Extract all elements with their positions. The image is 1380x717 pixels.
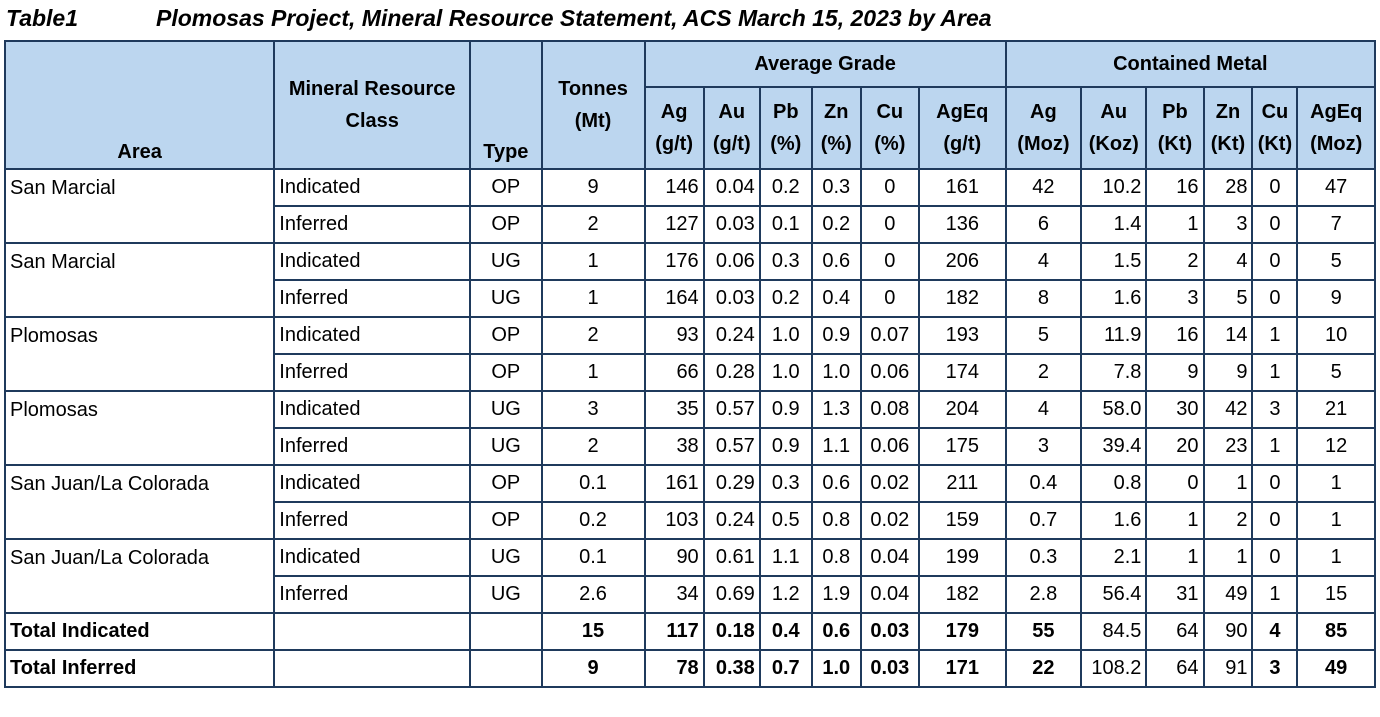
- cell-zn-kt: 90: [1204, 613, 1253, 650]
- cell-area: Total Inferred: [5, 650, 274, 687]
- cell-area: [5, 428, 274, 465]
- cell-ageq-moz: 85: [1297, 613, 1375, 650]
- cell-area: [5, 206, 274, 243]
- cell-tonnes: 1: [542, 243, 645, 280]
- cell-pb-kt: 3: [1146, 280, 1203, 317]
- cell-au-koz: 2.1: [1081, 539, 1146, 576]
- cell-tonnes: 9: [542, 650, 645, 687]
- cell-au: 0.57: [704, 391, 760, 428]
- cell-pb: 1.1: [760, 539, 812, 576]
- cell-cu: 0: [861, 243, 919, 280]
- cell-ag-moz: 0.7: [1006, 502, 1081, 539]
- cell-ageq-moz: 49: [1297, 650, 1375, 687]
- cell-ageq-moz: 5: [1297, 354, 1375, 391]
- cell-pb: 0.9: [760, 391, 812, 428]
- cell-au-koz: 1.4: [1081, 206, 1146, 243]
- cell-ag: 117: [645, 613, 704, 650]
- cell-pb-kt: 1: [1146, 206, 1203, 243]
- cell-pb: 0.9: [760, 428, 812, 465]
- cell-tonnes: 0.1: [542, 465, 645, 502]
- header-metal-col: [1146, 87, 1203, 169]
- cell-au-koz: 1.6: [1081, 280, 1146, 317]
- cell-type: [470, 650, 541, 687]
- cell-cu: 0: [861, 206, 919, 243]
- cell-type: OP: [470, 169, 541, 206]
- cell-type: OP: [470, 502, 541, 539]
- cell-ageq: 193: [919, 317, 1006, 354]
- cell-type: OP: [470, 354, 541, 391]
- cell-pb-kt: 1: [1146, 539, 1203, 576]
- total-row: [5, 613, 1375, 650]
- cell-class: Inferred: [274, 502, 470, 539]
- cell-tonnes: 2: [542, 206, 645, 243]
- header-grade-col-label: Au (g/t): [712, 101, 751, 155]
- cell-pb: 0.3: [760, 243, 812, 280]
- header-average-grade: Average Grade: [645, 41, 1006, 87]
- cell-au: 0.24: [704, 502, 760, 539]
- header-metal-col-label: Au (Koz): [1088, 101, 1139, 155]
- cell-type: UG: [470, 243, 541, 280]
- cell-au-koz: 10.2: [1081, 169, 1146, 206]
- header-group-row: [5, 41, 1375, 87]
- cell-ageq: 171: [919, 650, 1006, 687]
- cell-ageq-moz: 10: [1297, 317, 1375, 354]
- header-grade-col-label: Ag (g/t): [655, 101, 693, 155]
- cell-zn-kt: 9: [1204, 354, 1253, 391]
- cell-cu: 0.03: [861, 650, 919, 687]
- table-row: [5, 428, 1375, 465]
- cell-ageq: 182: [919, 576, 1006, 613]
- cell-ag-moz: 22: [1006, 650, 1081, 687]
- cell-au-koz: 56.4: [1081, 576, 1146, 613]
- header-class: [274, 41, 470, 169]
- cell-ag-moz: 4: [1006, 243, 1081, 280]
- cell-zn-kt: 3: [1204, 206, 1253, 243]
- table-caption: Plomosas Project, Mineral Resource Statement, ACS March 15, 2023 by Area: [156, 5, 992, 31]
- cell-zn: 0.3: [812, 169, 861, 206]
- cell-cu: 0.04: [861, 576, 919, 613]
- cell-pb: 0.2: [760, 280, 812, 317]
- cell-type: OP: [470, 465, 541, 502]
- header-metal-col-label: Ag (Moz): [1017, 101, 1070, 155]
- cell-zn: 0.2: [812, 206, 861, 243]
- header-grade-col-label: Pb (%): [770, 101, 802, 155]
- cell-ageq: 182: [919, 280, 1006, 317]
- cell-au-koz: 108.2: [1081, 650, 1146, 687]
- cell-ageq: 136: [919, 206, 1006, 243]
- cell-zn-kt: 14: [1204, 317, 1253, 354]
- header-metal-col: [1081, 87, 1146, 169]
- cell-ag-moz: 55: [1006, 613, 1081, 650]
- cell-ag-moz: 0.4: [1006, 465, 1081, 502]
- cell-au-koz: 58.0: [1081, 391, 1146, 428]
- cell-cu-kt: 0: [1252, 280, 1297, 317]
- cell-class: Indicated: [274, 465, 470, 502]
- cell-pb-kt: 16: [1146, 317, 1203, 354]
- header-metal-col-label: Cu (Kt): [1257, 101, 1293, 155]
- cell-class: Inferred: [274, 206, 470, 243]
- cell-zn-kt: 4: [1204, 243, 1253, 280]
- cell-area: San Marcial: [5, 243, 274, 280]
- table-body: [5, 169, 1375, 687]
- header-grade-col: [812, 87, 861, 169]
- cell-ag: 176: [645, 243, 704, 280]
- cell-area: [5, 576, 274, 613]
- cell-au: 0.61: [704, 539, 760, 576]
- cell-tonnes: 3: [542, 391, 645, 428]
- cell-type: UG: [470, 576, 541, 613]
- cell-cu-kt: 1: [1252, 354, 1297, 391]
- cell-cu: 0.06: [861, 428, 919, 465]
- table-row: [5, 391, 1375, 428]
- header-grade-col: [645, 87, 704, 169]
- cell-ageq-moz: 1: [1297, 502, 1375, 539]
- cell-ageq-moz: 1: [1297, 539, 1375, 576]
- cell-type: UG: [470, 539, 541, 576]
- cell-cu: 0.04: [861, 539, 919, 576]
- cell-class: Inferred: [274, 280, 470, 317]
- cell-cu-kt: 1: [1252, 428, 1297, 465]
- cell-ag: 34: [645, 576, 704, 613]
- cell-cu-kt: 1: [1252, 576, 1297, 613]
- cell-tonnes: 1: [542, 280, 645, 317]
- cell-zn-kt: 91: [1204, 650, 1253, 687]
- header-contained-metal: Contained Metal: [1006, 41, 1375, 87]
- cell-ag: 146: [645, 169, 704, 206]
- cell-ageq: 159: [919, 502, 1006, 539]
- header-metal-col-label: Pb (Kt): [1157, 101, 1193, 155]
- cell-zn-kt: 23: [1204, 428, 1253, 465]
- cell-zn: 0.9: [812, 317, 861, 354]
- cell-au: 0.18: [704, 613, 760, 650]
- cell-zn-kt: 42: [1204, 391, 1253, 428]
- cell-zn: 1.0: [812, 354, 861, 391]
- cell-au: 0.04: [704, 169, 760, 206]
- cell-cu-kt: 0: [1252, 502, 1297, 539]
- header-grade-col-label: Zn (%): [820, 101, 852, 155]
- cell-pb-kt: 2: [1146, 243, 1203, 280]
- cell-area: [5, 502, 274, 539]
- cell-pb: 0.5: [760, 502, 812, 539]
- cell-pb: 0.2: [760, 169, 812, 206]
- cell-ageq: 175: [919, 428, 1006, 465]
- cell-ag-moz: 2: [1006, 354, 1081, 391]
- header-type: Type: [470, 41, 541, 169]
- cell-ageq-moz: 1: [1297, 465, 1375, 502]
- cell-type: [470, 613, 541, 650]
- cell-type: UG: [470, 280, 541, 317]
- cell-pb-kt: 16: [1146, 169, 1203, 206]
- cell-cu: 0: [861, 169, 919, 206]
- cell-pb-kt: 1: [1146, 502, 1203, 539]
- cell-au: 0.24: [704, 317, 760, 354]
- table-row: [5, 539, 1375, 576]
- cell-type: OP: [470, 317, 541, 354]
- cell-au: 0.03: [704, 280, 760, 317]
- cell-ageq-moz: 47: [1297, 169, 1375, 206]
- cell-ag: 127: [645, 206, 704, 243]
- cell-cu-kt: 0: [1252, 465, 1297, 502]
- cell-class: Indicated: [274, 539, 470, 576]
- cell-type: OP: [470, 206, 541, 243]
- cell-zn: 0.6: [812, 465, 861, 502]
- cell-class: [274, 650, 470, 687]
- cell-au: 0.03: [704, 206, 760, 243]
- cell-au-koz: 11.9: [1081, 317, 1146, 354]
- cell-cu: 0.08: [861, 391, 919, 428]
- cell-ag: 93: [645, 317, 704, 354]
- cell-ageq-moz: 12: [1297, 428, 1375, 465]
- cell-zn-kt: 28: [1204, 169, 1253, 206]
- cell-pb: 0.1: [760, 206, 812, 243]
- cell-cu: 0: [861, 280, 919, 317]
- cell-ageq: 161: [919, 169, 1006, 206]
- cell-ag: 66: [645, 354, 704, 391]
- cell-zn: 1.9: [812, 576, 861, 613]
- header-class-label: Mineral Resource Class: [288, 78, 456, 132]
- header-metal-col: [1204, 87, 1253, 169]
- cell-class: Indicated: [274, 317, 470, 354]
- cell-area: San Marcial: [5, 169, 274, 206]
- cell-zn: 0.4: [812, 280, 861, 317]
- cell-pb: 1.0: [760, 354, 812, 391]
- cell-class: Inferred: [274, 576, 470, 613]
- cell-pb: 1.2: [760, 576, 812, 613]
- cell-pb: 0.4: [760, 613, 812, 650]
- cell-pb-kt: 20: [1146, 428, 1203, 465]
- cell-type: UG: [470, 428, 541, 465]
- cell-ageq-moz: 15: [1297, 576, 1375, 613]
- header-metal-col: [1006, 87, 1081, 169]
- cell-tonnes: 2: [542, 428, 645, 465]
- cell-cu-kt: 3: [1252, 650, 1297, 687]
- cell-au: 0.06: [704, 243, 760, 280]
- cell-cu: 0.02: [861, 502, 919, 539]
- cell-ageq: 204: [919, 391, 1006, 428]
- cell-ag-moz: 8: [1006, 280, 1081, 317]
- cell-zn-kt: 1: [1204, 465, 1253, 502]
- cell-class: Indicated: [274, 391, 470, 428]
- cell-class: Indicated: [274, 169, 470, 206]
- cell-pb: 0.3: [760, 465, 812, 502]
- cell-cu-kt: 1: [1252, 317, 1297, 354]
- table-row: [5, 243, 1375, 280]
- cell-area: Plomosas: [5, 391, 274, 428]
- cell-ag-moz: 6: [1006, 206, 1081, 243]
- cell-ageq-moz: 5: [1297, 243, 1375, 280]
- cell-au-koz: 0.8: [1081, 465, 1146, 502]
- cell-class: Indicated: [274, 243, 470, 280]
- cell-tonnes: 2.6: [542, 576, 645, 613]
- cell-class: Inferred: [274, 428, 470, 465]
- header-metal-col: [1297, 87, 1375, 169]
- table-row: [5, 502, 1375, 539]
- cell-area: San Juan/La Colorada: [5, 465, 274, 502]
- cell-ag: 38: [645, 428, 704, 465]
- total-row: [5, 650, 1375, 687]
- cell-ag-moz: 0.3: [1006, 539, 1081, 576]
- table-row: [5, 465, 1375, 502]
- header-grade-col: [704, 87, 760, 169]
- cell-cu: 0.07: [861, 317, 919, 354]
- cell-zn: 0.8: [812, 539, 861, 576]
- cell-au-koz: 1.6: [1081, 502, 1146, 539]
- cell-au-koz: 39.4: [1081, 428, 1146, 465]
- cell-ag-moz: 42: [1006, 169, 1081, 206]
- cell-ag: 78: [645, 650, 704, 687]
- cell-cu-kt: 0: [1252, 539, 1297, 576]
- cell-pb: 1.0: [760, 317, 812, 354]
- cell-pb-kt: 64: [1146, 613, 1203, 650]
- cell-au-koz: 84.5: [1081, 613, 1146, 650]
- table-row: [5, 576, 1375, 613]
- cell-cu: 0.03: [861, 613, 919, 650]
- cell-tonnes: 15: [542, 613, 645, 650]
- cell-area: [5, 354, 274, 391]
- header-tonnes: [542, 41, 645, 169]
- header-grade-col: [919, 87, 1006, 169]
- cell-tonnes: 2: [542, 317, 645, 354]
- cell-class: Inferred: [274, 354, 470, 391]
- cell-area: Plomosas: [5, 317, 274, 354]
- cell-au: 0.28: [704, 354, 760, 391]
- cell-zn: 0.6: [812, 243, 861, 280]
- cell-zn: 1.1: [812, 428, 861, 465]
- cell-ageq-moz: 21: [1297, 391, 1375, 428]
- cell-cu: 0.06: [861, 354, 919, 391]
- cell-cu-kt: 3: [1252, 391, 1297, 428]
- header-grade-col: [861, 87, 919, 169]
- cell-ag: 90: [645, 539, 704, 576]
- cell-cu-kt: 0: [1252, 169, 1297, 206]
- cell-zn: 1.3: [812, 391, 861, 428]
- cell-type: UG: [470, 391, 541, 428]
- cell-zn-kt: 1: [1204, 539, 1253, 576]
- cell-ag-moz: 3: [1006, 428, 1081, 465]
- cell-au: 0.29: [704, 465, 760, 502]
- header-metal-col-label: AgEq (Moz): [1310, 101, 1363, 155]
- header-area: Area: [5, 41, 274, 169]
- cell-tonnes: 0.1: [542, 539, 645, 576]
- cell-pb-kt: 30: [1146, 391, 1203, 428]
- table-title: [6, 2, 1376, 34]
- cell-au: 0.38: [704, 650, 760, 687]
- cell-zn: 1.0: [812, 650, 861, 687]
- cell-zn: 0.8: [812, 502, 861, 539]
- cell-ageq-moz: 9: [1297, 280, 1375, 317]
- cell-ageq: 206: [919, 243, 1006, 280]
- cell-au: 0.69: [704, 576, 760, 613]
- cell-cu-kt: 0: [1252, 243, 1297, 280]
- cell-pb-kt: 9: [1146, 354, 1203, 391]
- cell-tonnes: 9: [542, 169, 645, 206]
- cell-ageq: 199: [919, 539, 1006, 576]
- mineral-resource-table: [4, 40, 1376, 688]
- cell-zn-kt: 5: [1204, 280, 1253, 317]
- cell-zn-kt: 2: [1204, 502, 1253, 539]
- cell-au: 0.57: [704, 428, 760, 465]
- cell-cu-kt: 0: [1252, 206, 1297, 243]
- table-row: [5, 280, 1375, 317]
- cell-area: [5, 280, 274, 317]
- header-grade-col: [760, 87, 812, 169]
- cell-zn-kt: 49: [1204, 576, 1253, 613]
- cell-tonnes: 1: [542, 354, 645, 391]
- cell-pb-kt: 31: [1146, 576, 1203, 613]
- cell-ageq-moz: 7: [1297, 206, 1375, 243]
- cell-ag-moz: 5: [1006, 317, 1081, 354]
- cell-cu: 0.02: [861, 465, 919, 502]
- cell-area: Total Indicated: [5, 613, 274, 650]
- cell-zn: 0.6: [812, 613, 861, 650]
- cell-area: San Juan/La Colorada: [5, 539, 274, 576]
- cell-pb: 0.7: [760, 650, 812, 687]
- cell-pb-kt: 0: [1146, 465, 1203, 502]
- header-grade-col-label: Cu (%): [874, 101, 906, 155]
- cell-cu-kt: 4: [1252, 613, 1297, 650]
- header-grade-col-label: AgEq (g/t): [936, 101, 989, 155]
- table-row: [5, 206, 1375, 243]
- table-label: Table1: [6, 5, 79, 31]
- cell-au-koz: 1.5: [1081, 243, 1146, 280]
- header-metal-col-label: Zn (Kt): [1210, 101, 1246, 155]
- cell-ageq: 174: [919, 354, 1006, 391]
- cell-ag-moz: 4: [1006, 391, 1081, 428]
- table-row: [5, 354, 1375, 391]
- cell-tonnes: 0.2: [542, 502, 645, 539]
- header-metal-col: [1252, 87, 1297, 169]
- cell-class: [274, 613, 470, 650]
- table-row: [5, 317, 1375, 354]
- table-row: [5, 169, 1375, 206]
- cell-pb-kt: 64: [1146, 650, 1203, 687]
- cell-ag: 35: [645, 391, 704, 428]
- cell-ag: 103: [645, 502, 704, 539]
- cell-ag-moz: 2.8: [1006, 576, 1081, 613]
- cell-ag: 164: [645, 280, 704, 317]
- cell-ag: 161: [645, 465, 704, 502]
- header-tonnes-label: Tonnes (Mt): [558, 78, 628, 132]
- cell-au-koz: 7.8: [1081, 354, 1146, 391]
- cell-ageq: 179: [919, 613, 1006, 650]
- cell-ageq: 211: [919, 465, 1006, 502]
